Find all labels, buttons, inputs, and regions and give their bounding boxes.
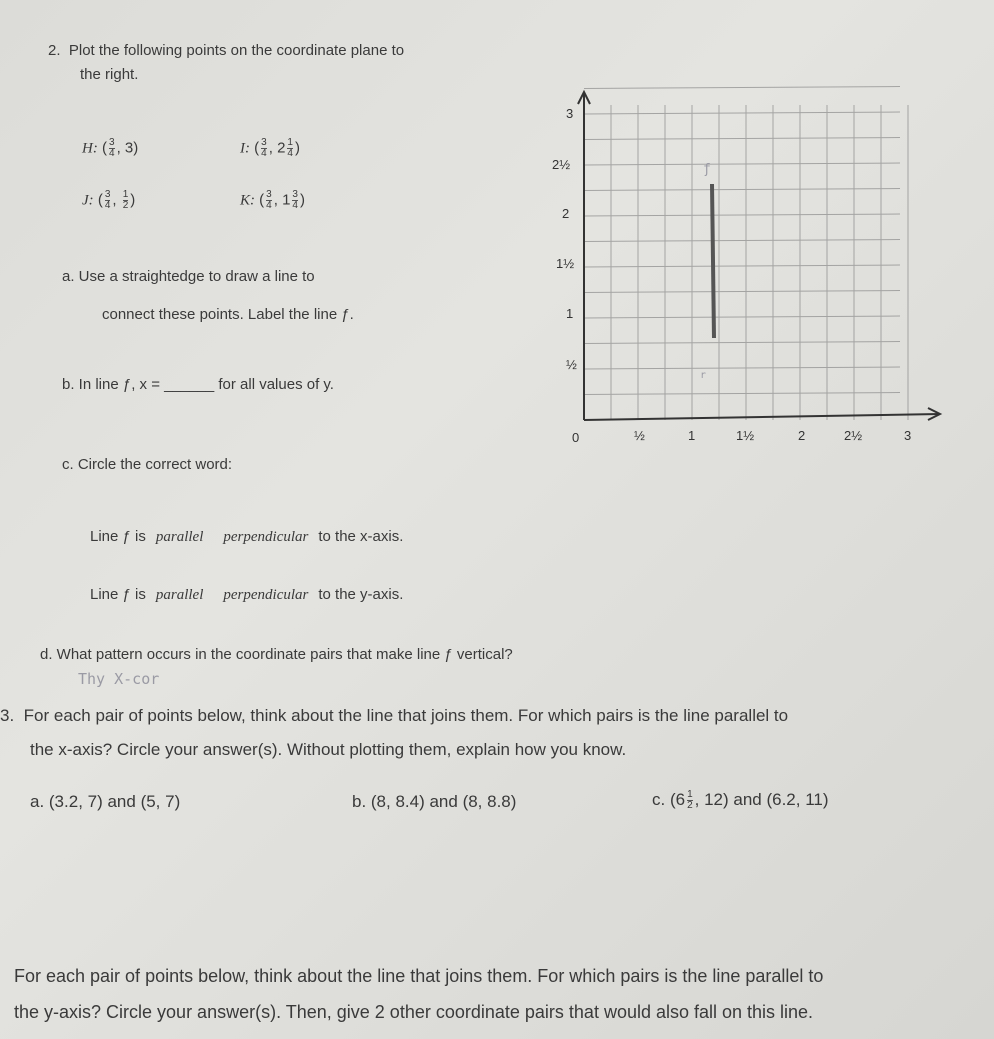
q2c-text: c. Circle the correct word:	[62, 456, 233, 473]
grid-line-horizontal	[584, 163, 900, 165]
grid-line-horizontal	[584, 240, 900, 242]
q4-prompt: For each pair of points below, think about the line that joins them. For which pairs is the line parallel to	[14, 966, 824, 986]
option-perpendicular-x[interactable]: perpendicular	[223, 529, 309, 545]
pencil-mark: r	[700, 370, 707, 381]
drawn-line-f	[712, 184, 714, 338]
y-tick-2-half: 2½	[552, 157, 571, 172]
q2a-text-line2: connect these points. Label the line ƒ.	[102, 306, 354, 323]
q3-option-b[interactable]: b. (8, 8.4) and (8, 8.8)	[352, 792, 517, 811]
option-perpendicular-y[interactable]: perpendicular	[223, 587, 309, 603]
point-h: H: ( $\frac{3}{4}$ , 3)	[82, 137, 139, 159]
option-parallel-x[interactable]: parallel	[155, 529, 204, 545]
q2-prompt-line2: the right.	[80, 66, 139, 83]
q3-option-c[interactable]: c. (6 $\frac{1}{2}$ , 12) and (6.2, 11)	[652, 789, 829, 812]
point-i: I: ( $\frac{3}{4}$ , 2 $\frac{1}{4}$ )	[240, 137, 300, 159]
x-tick-2-half: 2½	[844, 428, 863, 443]
q2c-line2: Line ƒ is parallel perpendicular to the y-axis.	[90, 586, 404, 603]
point-j: J: ( $\frac{3}{4}$ , $\frac{1}{2}$ )	[82, 189, 136, 211]
x-tick-3: 3	[904, 428, 912, 443]
q2d-handwritten-answer[interactable]: Thy X-cor	[78, 670, 160, 688]
x-tick-2: 2	[798, 428, 806, 443]
q2b-text: b. In line ƒ, x = ______ for all values of y.	[62, 376, 334, 393]
x-tick-1: 1	[688, 428, 696, 443]
point-k: K: ( $\frac{3}{4}$ , 1 $\frac{3}{4}$ )	[240, 189, 305, 211]
line-f-label: ƒ	[703, 162, 711, 177]
grid-line-horizontal	[584, 342, 900, 344]
grid-line-horizontal	[584, 189, 900, 191]
q2a-text: a. Use a straightedge to draw a line to	[62, 268, 315, 285]
x-tick-1-half: 1½	[736, 428, 755, 443]
grid-line-horizontal	[584, 112, 900, 114]
q4-prompt-line2: the y-axis? Circle your answer(s). Then, give 2 other coordinate pairs that would also fall on this line.	[14, 1002, 814, 1022]
y-tick-2: 2	[562, 206, 570, 221]
q3-prompt: 3. For each pair of points below, think about the line that joins them. For which pairs is the line parallel to	[0, 706, 789, 725]
q2c-line1: Line ƒ is parallel perpendicular to the x-axis.	[90, 528, 404, 545]
grid-line-horizontal	[584, 316, 900, 318]
grid-line-horizontal	[584, 265, 900, 267]
x-tick-half: ½	[634, 428, 645, 443]
grid-line-horizontal	[584, 291, 900, 293]
y-tick-3: 3	[566, 106, 574, 121]
grid-line-horizontal	[584, 138, 900, 140]
q3-option-a[interactable]: a. (3.2, 7) and (5, 7)	[30, 792, 181, 811]
grid-line-horizontal	[584, 87, 900, 89]
q3-prompt-line2: the x-axis? Circle your answer(s). Without plotting them, explain how you know.	[30, 740, 627, 759]
x-tick-0: 0	[572, 430, 580, 445]
y-tick-half: ½	[566, 357, 577, 372]
y-tick-1: 1	[566, 306, 574, 321]
grid-line-horizontal	[584, 393, 900, 395]
grid-line-horizontal	[584, 367, 900, 369]
option-parallel-y[interactable]: parallel	[155, 587, 204, 603]
q2d-text: d. What pattern occurs in the coordinate pairs that make line ƒ vertical?	[40, 646, 513, 663]
grid-line-horizontal	[584, 214, 900, 216]
x-axis	[584, 414, 940, 420]
y-tick-1-half: 1½	[556, 256, 575, 271]
q2-prompt: 2. Plot the following points on the coordinate plane to	[48, 42, 405, 59]
